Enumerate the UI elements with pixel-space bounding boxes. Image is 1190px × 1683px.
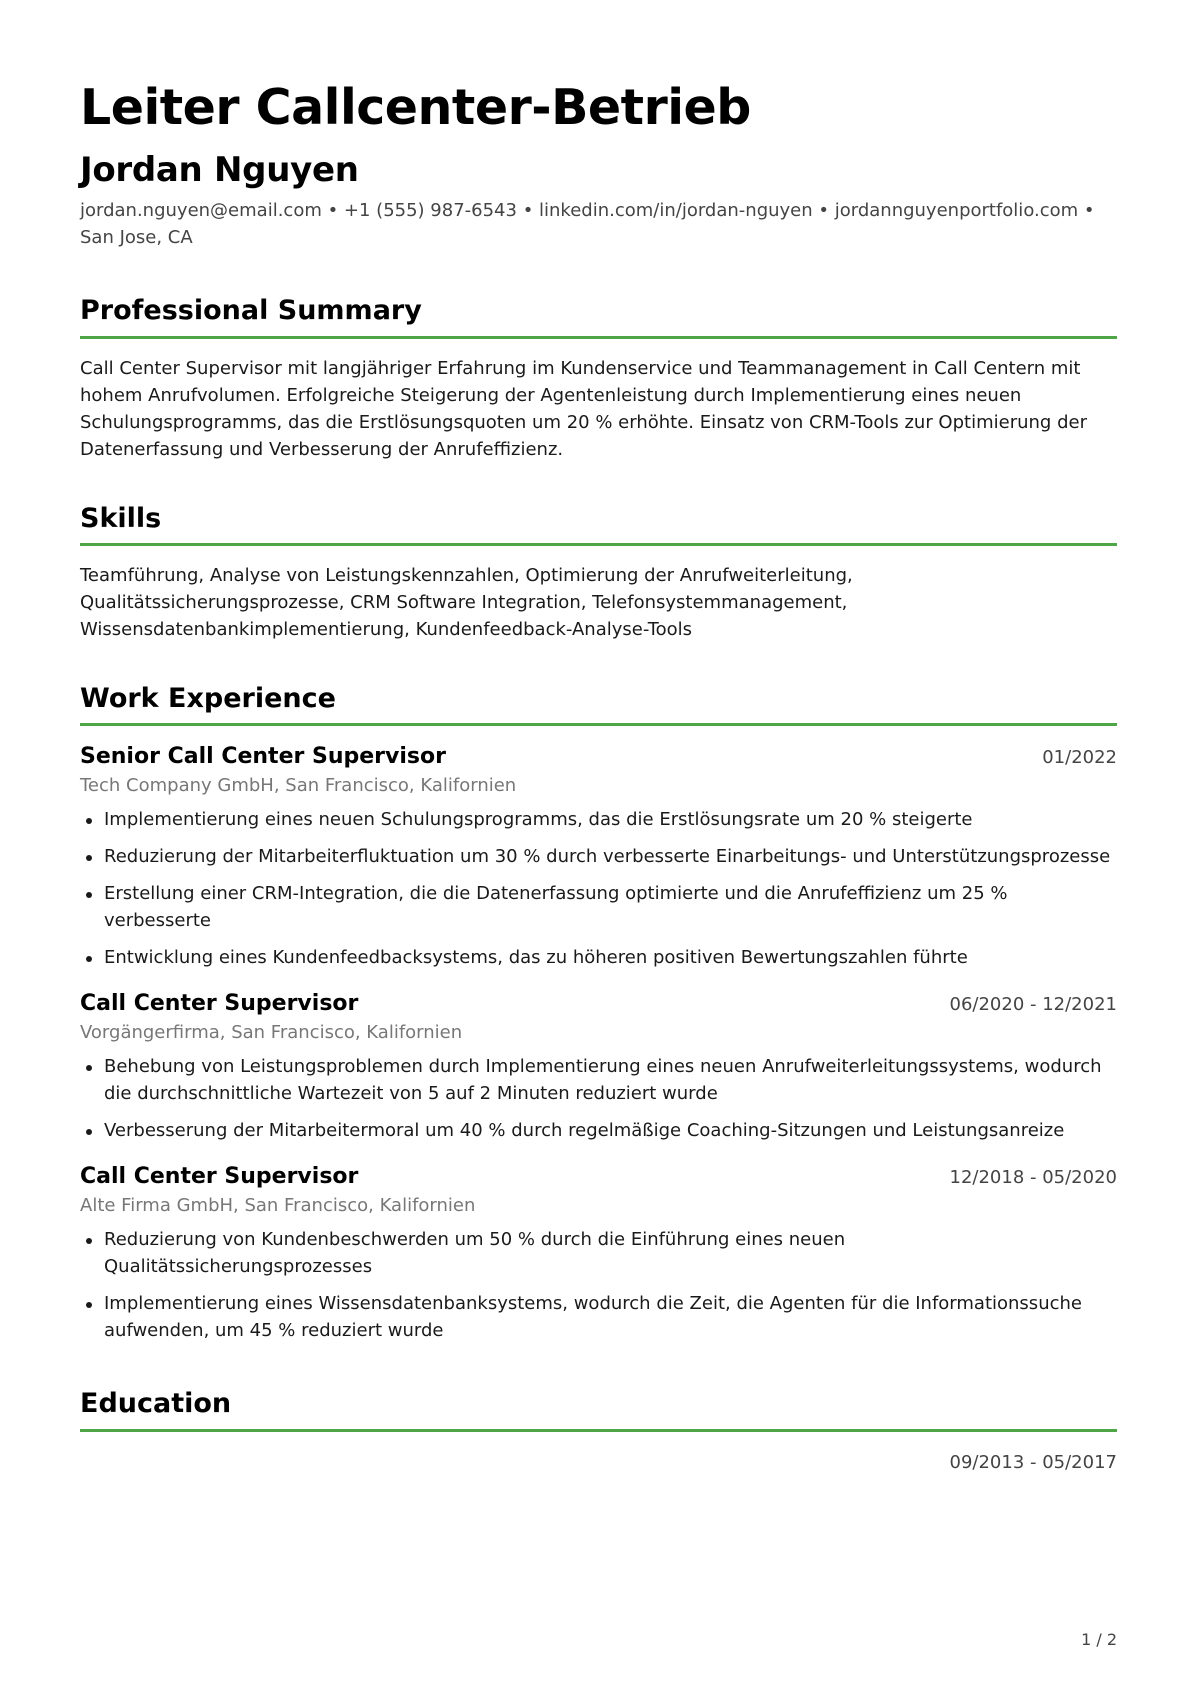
- bullet-item: [80, 944, 1117, 971]
- contact-line: jordan.nguyen@email.com • +1 (555) 987-6543 • linkedin.com/in/jordan-nguyen • jordannguyenportfolio.com • San Jose, CA: [80, 200, 1095, 249]
- bullet-text: Reduzierung von Kundenbeschwerden um 50 % durch die Einführung eines neuen Qualitätssicherungsprozesses: [104, 1229, 846, 1278]
- summary-heading: Professional Summary: [80, 295, 1117, 338]
- job-entry: [80, 1164, 1117, 1344]
- job-company: Vorgängerfirma, San Francisco, Kalifornien: [80, 1022, 463, 1044]
- skills-section: [80, 503, 1117, 643]
- bullet-text: Implementierung eines Wissensdatenbanksystems, wodurch die Zeit, die Agenten für die Informationssuche aufwenden, um 45 % reduziert wurde: [104, 1293, 1082, 1342]
- education-section: [80, 1388, 1117, 1472]
- job-entry: [80, 744, 1117, 971]
- bullet-icon: [86, 956, 92, 962]
- job-bullets: [80, 806, 1117, 971]
- skills-heading: Skills: [80, 503, 1117, 546]
- job-company: Tech Company GmbH, San Francisco, Kalifornien: [80, 775, 517, 797]
- skills-text: Teamführung, Analyse von Leistungskennzahlen, Optimierung der Anrufweiterleitung, Qualitätssicherungsprozesse, CRM Software Integration, Telefonsystemmanagement, Wissensdatenbankimplementierung, Kundenfeedback-Analyse-Tools: [80, 564, 853, 640]
- bullet-text: Reduzierung der Mitarbeiterfluktuation um 30 % durch verbesserte Einarbeitungs- und Unterstützungsprozesse: [104, 846, 1111, 868]
- summary-text: Call Center Supervisor mit langjähriger Erfahrung im Kundenservice und Teammanagement in Call Centern mit hohem Anrufvolumen. Erfolgreiche Steigerung der Agentenleistung durch Implementierung eines neuen Schulungsprogramms, das die Erstlösungsquoten um 20 % erhöhte. Einsatz von CRM-Tools zur Optimierung der Datenerfassung und Verbesserung der Anrufeffizienz.: [80, 357, 1087, 460]
- bullet-text: Entwicklung eines Kundenfeedbacksystems, das zu höheren positiven Bewertungszahlen führte: [104, 947, 968, 969]
- experience-section: [80, 683, 1117, 1344]
- bullet-text: Erstellung einer CRM-Integration, die die Datenerfassung optimierte und die Anrufeffizienz um 25 % verbesserte: [104, 883, 1008, 932]
- job-date: 12/2018 - 05/2020: [949, 1167, 1117, 1189]
- job-title: Leiter Callcenter-Betrieb: [80, 79, 751, 136]
- bullet-icon: [86, 1302, 92, 1308]
- page-number: 1 / 2: [1081, 1630, 1117, 1649]
- job-role: Call Center Supervisor: [80, 991, 359, 1017]
- experience-heading: Work Experience: [80, 683, 1117, 726]
- job-entry: [80, 991, 1117, 1144]
- job-bullets: [80, 1226, 1117, 1344]
- job-date: 01/2022: [1042, 747, 1117, 769]
- job-role: Senior Call Center Supervisor: [80, 744, 446, 770]
- resume-page: [80, 80, 1117, 1473]
- bullet-text: Verbesserung der Mitarbeitermoral um 40 % durch regelmäßige Coaching-Sitzungen und Leistungsanreize: [104, 1120, 1065, 1142]
- job-company: Alte Firma GmbH, San Francisco, Kalifornien: [80, 1195, 476, 1217]
- bullet-icon: [86, 1238, 92, 1244]
- job-role: Call Center Supervisor: [80, 1164, 359, 1190]
- bullet-item: [80, 1117, 1117, 1144]
- summary-section: [80, 295, 1117, 462]
- bullet-item: [80, 1290, 1117, 1344]
- bullet-icon: [86, 855, 92, 861]
- bullet-item: [80, 843, 1117, 870]
- person-name: Jordan Nguyen: [80, 150, 359, 191]
- job-date: 06/2020 - 12/2021: [949, 994, 1117, 1016]
- bullet-text: Behebung von Leistungsproblemen durch Implementierung eines neuen Anrufweiterleitungssystems, wodurch die durchschnittliche Wartezeit von 5 auf 2 Minuten reduziert wurde: [104, 1056, 1102, 1105]
- bullet-icon: [86, 1129, 92, 1135]
- bullet-item: [80, 806, 1117, 833]
- bullet-text: Implementierung eines neuen Schulungsprogramms, das die Erstlösungsrate um 20 % steigerte: [104, 809, 973, 831]
- bullet-icon: [86, 1065, 92, 1071]
- education-date: 09/2013 - 05/2017: [949, 1451, 1117, 1473]
- bullet-item: [80, 1226, 1117, 1280]
- job-bullets: [80, 1053, 1117, 1144]
- bullet-item: [80, 1053, 1117, 1107]
- bullet-item: [80, 880, 1117, 934]
- education-heading: Education: [80, 1388, 1117, 1431]
- bullet-icon: [86, 892, 92, 898]
- bullet-icon: [86, 818, 92, 824]
